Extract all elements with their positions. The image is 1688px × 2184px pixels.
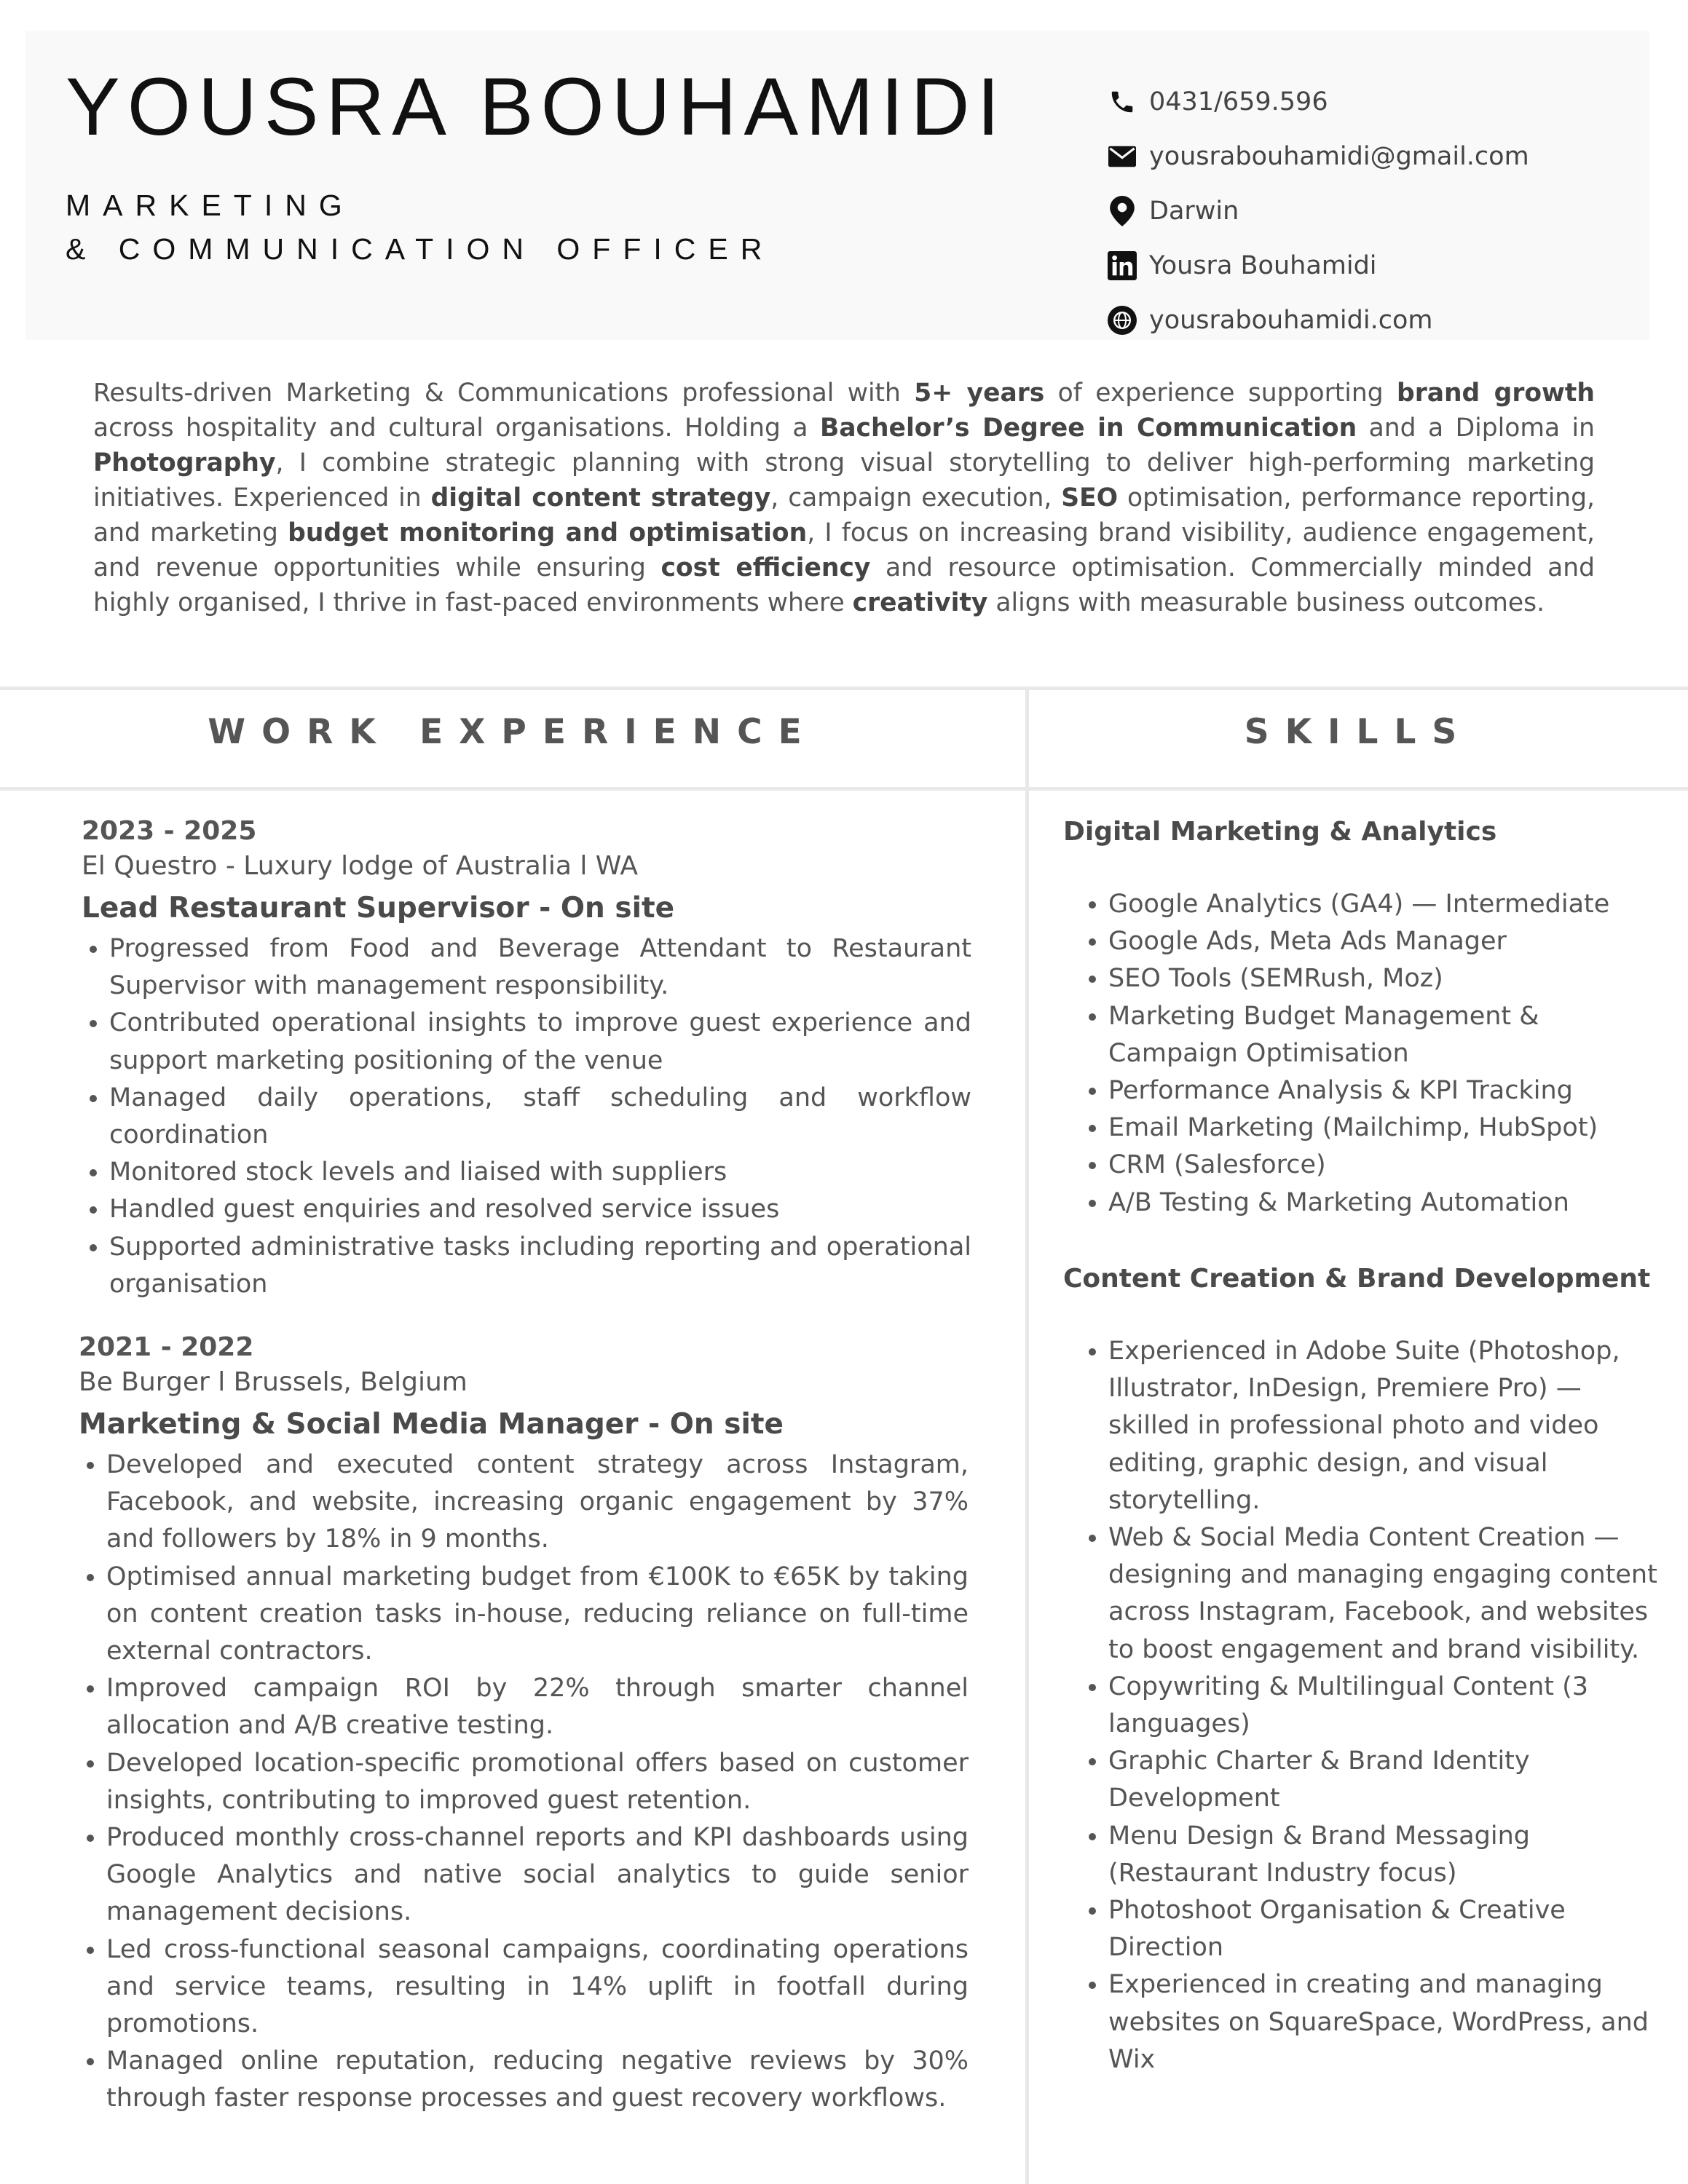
skill-item: • Experienced in Adobe Suite (Photoshop, Illustrator, InDesign, Premiere Pro) — skilled in professional photo and video editing, graphic design, and visual storytelling. (1108, 1333, 1668, 1519)
skill-item: • Copywriting & Multilingual Content (3 languages) (1108, 1669, 1668, 1743)
contact-location (1105, 183, 1630, 238)
contact-list (1105, 74, 1630, 347)
job-title (66, 183, 774, 271)
experience-bullet: • Developed location-specific promotional offers based on customer insights, contributing to improved guest retention. (106, 1745, 969, 1819)
experience-bullet: • Contributed operational insights to improve guest experience and support marketing positioning of the venue (109, 1005, 971, 1079)
summary-text: , campaign execution, (770, 483, 1062, 513)
summary-highlight: budget monitoring and optimisation (288, 518, 808, 547)
skill-item: • SEO Tools (SEMRush, Moz) (1108, 960, 1668, 997)
experience-bullet: • Improved campaign ROI by 22% through smarter channel allocation and A/B creative testing. (106, 1670, 969, 1744)
email-address[interactable]: yousrabouhamidi@gmail.com (1149, 141, 1529, 171)
phone-icon (1105, 85, 1139, 119)
location-text: Darwin (1149, 196, 1239, 226)
experience-title: Marketing & Social Media Manager - On site (79, 1408, 784, 1441)
summary-text: , I combine strategic planning with strong visual storytelling to deliver high-performing marketing initiatives. Experienced in (93, 448, 1595, 513)
skill-item: • Web & Social Media Content Creation — designing and managing engaging content across Instagram, Facebook, and websites to boost engagement and brand visibility. (1108, 1519, 1668, 1669)
skills-list (1063, 1333, 1668, 2078)
location-pin-icon (1105, 194, 1139, 228)
experience-bullet: • Progressed from Food and Beverage Attendant to Restaurant Supervisor with management responsibility. (109, 930, 971, 1005)
skills-group (1063, 815, 1668, 1222)
skill-item: • Graphic Charter & Brand Identity Development (1108, 1743, 1668, 1817)
contact-website (1105, 293, 1630, 347)
summary-highlight: brand growth (1397, 379, 1595, 408)
summary-highlight: 5+ years (914, 379, 1045, 408)
summary-text: , I focus on increasing brand visibility, audience engagement, and revenue opportunities while ensuring (93, 518, 1595, 582)
summary-text: optimisation, performance reporting, and marketing (93, 483, 1596, 547)
contact-email (1105, 129, 1630, 183)
skill-item: • Menu Design & Brand Messaging (Restaurant Industry focus) (1108, 1818, 1668, 1892)
experience-bullet: • Led cross-functional seasonal campaigns, coordinating operations and service teams, resulting in 14% uplift in footfall during promotions. (106, 1931, 969, 2043)
skill-item: • Google Ads, Meta Ads Manager (1108, 923, 1668, 960)
summary-text: aligns with measurable business outcomes. (987, 588, 1545, 617)
experience-entry (82, 814, 971, 1303)
contact-linkedin (1105, 238, 1630, 293)
summary-highlight: cost efficiency (660, 553, 871, 582)
contact-phone (1105, 74, 1630, 129)
email-icon (1105, 140, 1139, 173)
summary-text: and resource optimisation. Commercially minded and highly organised, I thrive in fast-paced environments where (93, 553, 1595, 617)
column-divider (1025, 688, 1029, 2184)
skills-heading: SKILLS (1244, 712, 1473, 752)
linkedin-name[interactable]: Yousra Bouhamidi (1149, 250, 1377, 280)
summary-text: and a Diploma in (1357, 414, 1596, 443)
full-name: YOUSRA BOUHAMIDI (66, 61, 1007, 152)
section-divider-top (0, 687, 1688, 690)
experience-bullet: • Produced monthly cross-channel reports and KPI dashboards using Google Analytics and native social analytics to guide senior management decisions. (106, 1819, 969, 1931)
globe-icon (1105, 304, 1139, 337)
skills-category-title: Content Creation & Brand Development (1063, 1264, 1651, 1294)
skill-item: • Email Marketing (Mailchimp, HubSpot) (1108, 1109, 1668, 1147)
website-url[interactable]: yousrabouhamidi.com (1149, 305, 1433, 335)
summary-highlight: digital content strategy (430, 483, 771, 513)
skill-item: • A/B Testing & Marketing Automation (1108, 1184, 1668, 1222)
skill-item: • Experienced in creating and managing websites on SquareSpace, WordPress, and Wix (1108, 1966, 1668, 2078)
job-title-line-1: MARKETING (66, 189, 355, 222)
summary-highlight: Photography (93, 448, 276, 478)
experience-bullet: • Optimised annual marketing budget from €100K to €65K by taking on content creation tasks in-house, reducing reliance on full-time external contractors. (106, 1559, 969, 1671)
experience-bullet: • Developed and executed content strategy across Instagram, Facebook, and website, increasing organic engagement by 37% and followers by 18% in 9 months. (106, 1447, 969, 1559)
summary-text: across hospitality and cultural organisations. Holding a (93, 414, 820, 443)
linkedin-icon (1105, 249, 1139, 282)
skill-item: • Performance Analysis & KPI Tracking (1108, 1072, 1668, 1109)
summary-highlight: SEO (1061, 483, 1119, 513)
phone-number[interactable]: 0431/659.596 (1149, 87, 1328, 116)
summary-text: Results-driven Marketing & Communications professional with (93, 379, 915, 408)
skills-category-title: Digital Marketing & Analytics (1063, 817, 1497, 847)
summary-highlight: creativity (852, 588, 988, 617)
experience-dates: 2021 - 2022 (79, 1332, 254, 1362)
summary-text: of experience supporting (1044, 379, 1397, 408)
skill-item: • CRM (Salesforce) (1108, 1147, 1668, 1184)
skill-item: • Marketing Budget Management & Campaign Optimisation (1108, 998, 1668, 1072)
experience-bullet: • Managed online reputation, reducing negative reviews by 30% through faster response processes and guest recovery workflows. (106, 2043, 969, 2117)
experience-bullet: • Supported administrative tasks including reporting and operational organisation (109, 1229, 971, 1303)
experience-company: Be Burger l Brussels, Belgium (79, 1367, 468, 1397)
profile-summary (93, 376, 1595, 620)
experience-bullets (79, 1447, 969, 2118)
skill-item: • Google Analytics (GA4) — Intermediate (1108, 886, 1668, 923)
work-experience-heading: WORK EXPERIENCE (208, 712, 818, 752)
experience-title: Lead Restaurant Supervisor - On site (82, 892, 675, 925)
experience-bullets (82, 930, 971, 1303)
experience-bullet: • Monitored stock levels and liaised with suppliers (109, 1154, 971, 1191)
experience-bullet: • Handled guest enquiries and resolved service issues (109, 1191, 971, 1228)
section-divider-bottom (0, 787, 1688, 791)
experience-entry (79, 1330, 969, 2118)
experience-company: El Questro - Luxury lodge of Australia l WA (82, 851, 639, 881)
skill-item: • Photoshoot Organisation & Creative Direction (1108, 1892, 1668, 1966)
experience-bullet: • Managed daily operations, staff scheduling and workflow coordination (109, 1080, 971, 1154)
experience-dates: 2023 - 2025 (82, 816, 257, 846)
summary-highlight: Bachelor’s Degree in Communication (819, 414, 1357, 443)
skills-list (1063, 886, 1668, 1222)
skills-group (1063, 1262, 1668, 2078)
job-title-line-2: & COMMUNICATION OFFICER (66, 232, 775, 266)
